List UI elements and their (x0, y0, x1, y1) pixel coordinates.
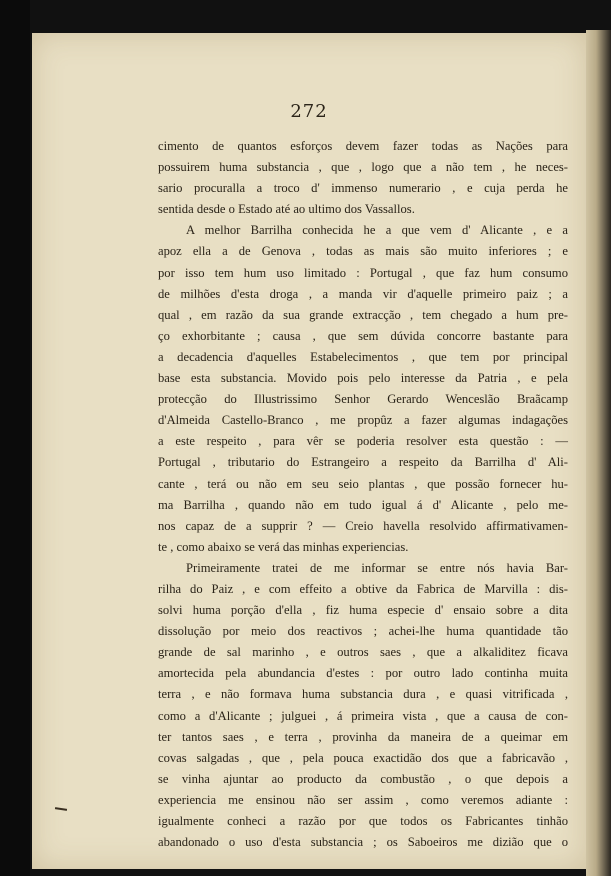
text-line: covas salgadas , que , pela pouca exactidão dos que a fabricavão , (158, 750, 568, 765)
text-line: base esta substancia. Movido pois pelo interesse da Patria , e pela (158, 371, 568, 386)
text-line: a este respeito , para vêr se poderia resolver esta questão : — (158, 434, 568, 449)
text-line: nos capaz de a supprir ? — Creio havella resolvido affirmativamen- (158, 518, 568, 533)
body-text (158, 136, 568, 853)
text-line: qual , em razão da sua grande extracção , tem chegado a hum pre- (158, 307, 568, 322)
text-line: abandonado o uso d'esta substancia ; os Saboeiros me dizião que o (158, 835, 568, 850)
text-line: dissolução por meio dos reactivos ; achei-lhe huma quantidade tão (158, 624, 568, 639)
text-line: Portugal , tributario do Estrangeiro a respeito da Barrilha d' Ali- (158, 455, 568, 470)
text-line: experiencia me ensinou não ser assim , como veremos adiante : (158, 792, 568, 807)
text-line: d'Almeida Castello-Branco , me propûz a fazer algumas indagações (158, 413, 568, 428)
text-line: amortecida pela abundancia d'estes : por outro lado continha muita (158, 666, 568, 681)
text-line: solvi huma porção d'ella , fiz huma especie d' ensaio sobre a dita (158, 603, 568, 618)
text-line: rilha do Paiz , e com effeito a obtive da Fabrica de Marvilla : dis- (158, 581, 568, 596)
text-line: ço exhorbitante ; causa , que sem dúvida concorre bastante para (158, 328, 568, 343)
text-line: terra , e não formava huma substancia dura , e quasi vitrificada , (158, 687, 568, 702)
page-edge (586, 30, 611, 876)
text-line: cante , terá ou não em seu seio plantas , que possão fornecer hu- (158, 476, 568, 491)
text-line: de milhões d'esta droga , a manda vir d'aquelle primeiro paiz ; a (158, 286, 568, 301)
text-line: ter tantos saes , e terra , provinha da maneira de a queimar em (158, 729, 568, 744)
text-line: A melhor Barrilha conhecida he a que vem d' Alicante , e a (186, 223, 568, 238)
text-line: protecção do Illustrissimo Senhor Gerardo Wenceslão Braãcamp (158, 392, 568, 407)
text-line: te , como abaixo se verá das minhas experiencias. (158, 539, 409, 554)
text-line: grande de sal marinho , e outros saes , que a alkaliditez ficava (158, 645, 568, 660)
text-line: sentida desde o Estado até ao ultimo dos Vassallos. (158, 202, 415, 217)
text-line: ma Barrilha , quando não em tudo igual á d' Alicante , pelo me- (158, 497, 568, 512)
text-line: Primeiramente tratei de me informar se entre nós havia Bar- (186, 560, 568, 575)
text-line: a decadencia d'aquelles Estabelecimentos , que tem por principal (158, 349, 568, 364)
scan-border (0, 0, 30, 876)
book-page (32, 33, 586, 869)
text-line: como a d'Alicante ; julguei , á primeira vista , que a causa de con- (158, 708, 568, 723)
page-number: 272 (290, 101, 328, 122)
text-line: se vinha ajuntar ao producto da combustão , o que depois a (158, 771, 568, 786)
text-line: cimento de quantos esforços devem fazer todas as Nações para (158, 139, 568, 153)
text-line: sario procuralla a troco d' immenso numerario , e cuja perda he (158, 181, 568, 196)
text-line: igualmente conheci a razão por que todos os Fabricantes tinhão (158, 814, 568, 828)
text-line: possuirem huma substancia , que , logo que a não tem , he neces- (158, 160, 568, 175)
text-line: apoz ella a de Genova , todas as mais são muito inferiores ; e (158, 244, 568, 259)
text-line: por isso tem hum uso limitado : Portugal , que faz hum consumo (158, 265, 568, 280)
